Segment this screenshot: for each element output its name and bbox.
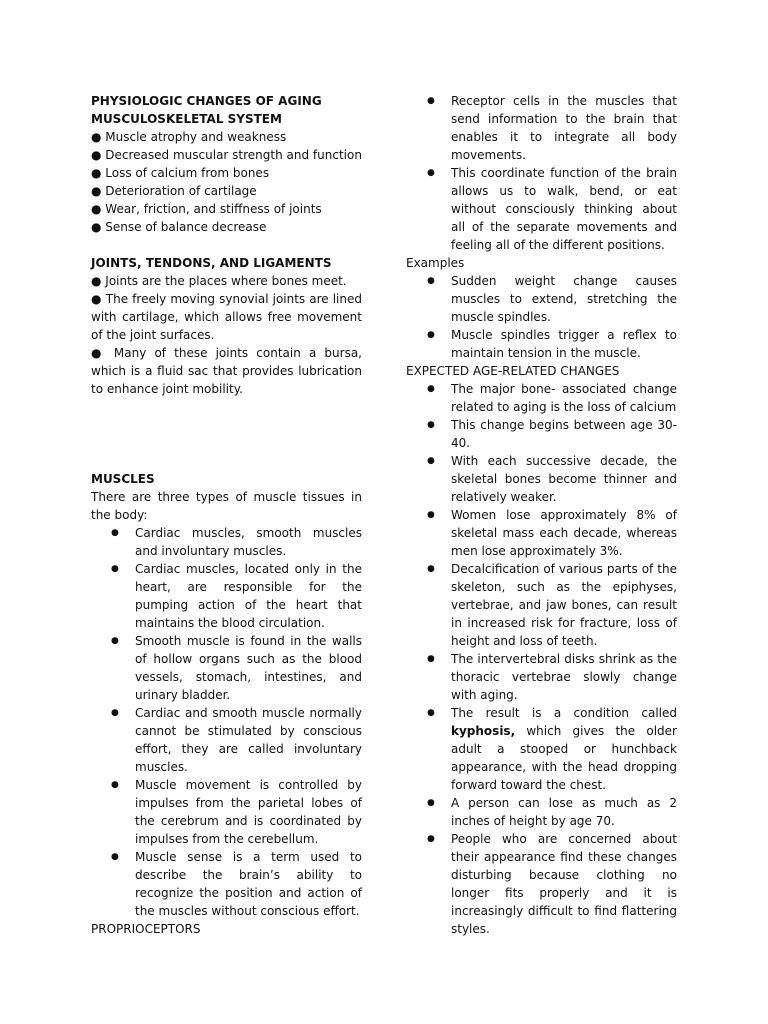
section-title-musculoskeletal: MUSCULOSKELETAL SYSTEM (91, 112, 282, 126)
aging-changes-list (91, 128, 362, 236)
list-item: ● With each successive decade, the skeletal bones become thinner and relatively weaker. (406, 452, 677, 506)
list-item: ● Smooth muscle is found in the walls of hollow organs such as the blood vessels, stomach, intestines, and urinary bladder. (91, 632, 362, 704)
list-item: ● Sense of balance decrease (91, 220, 267, 234)
list-item: ● Muscle sense is a term used to describe the brain’s ability to recognize the position and action of the muscles without conscious effort. (91, 848, 362, 920)
examples-list (406, 272, 677, 362)
muscles-intro: There are three types of muscle tissues in the body: (91, 490, 362, 522)
list-item: ● Women lose approximately 8% of skeletal mass each decade, whereas men lose approximately 3%. (406, 506, 677, 560)
list-item: ● A person can lose as much as 2 inches of height by age 70. (406, 794, 677, 830)
list-item: ● Deterioration of cartilage (91, 184, 257, 198)
list-item: ● Muscle atrophy and weakness (91, 130, 287, 144)
list-item: ● Cardiac muscles, located only in the heart, are responsible for the pumping action of the heart that maintains the blood circulation. (91, 560, 362, 632)
muscles-list (91, 524, 362, 920)
kyphosis-term: kyphosis, (451, 724, 516, 738)
left-column (91, 92, 362, 938)
list-item: ● Joints are the places where bones meet. (91, 274, 347, 288)
age-related-changes-label: EXPECTED AGE-RELATED CHANGES (406, 364, 620, 378)
list-item: ● People who are concerned about their appearance find these changes disturbing because clothing no longer fits properly and it is increasingly difficult to find flattering styles. (406, 830, 677, 938)
list-item: ● The major bone- associated change related to aging is the loss of calcium (406, 380, 677, 416)
list-item-kyphosis (406, 704, 677, 794)
right-column (406, 92, 677, 938)
section-title-proprioceptors: PROPRIOCEPTORS (91, 922, 201, 936)
section-title-physiologic-changes: PHYSIOLOGIC CHANGES OF AGING (91, 94, 322, 108)
list-item: ● Wear, friction, and stiffness of joints (91, 202, 322, 216)
list-item: ● This coordinate function of the brain allows us to walk, bend, or eat without consciously thinking about all of the separate movements and feeling all of the different positions. (406, 164, 677, 254)
section-title-muscles: MUSCLES (91, 472, 155, 486)
kyphosis-text-pre: The result is a condition called (451, 706, 677, 720)
list-item: ● Loss of calcium from bones (91, 166, 270, 180)
section-title-joints: JOINTS, TENDONS, AND LIGAMENTS (91, 256, 332, 270)
kyphosis-text-post: which gives the older adult a stooped or hunchback appearance, with the head dropping forward toward the chest. (451, 724, 677, 792)
list-item: ● This change begins between age 30-40. (406, 416, 677, 452)
list-item: ● Cardiac muscles, smooth muscles and involuntary muscles. (91, 524, 362, 560)
joints-list (91, 272, 362, 398)
list-item: ● The freely moving synovial joints are lined with cartilage, which allows free movement of the joint surfaces. (91, 292, 362, 342)
list-item: ● Decalcification of various parts of the skeleton, such as the epiphyses, vertebrae, and jaw bones, can result in increased risk for fracture, loss of height and loss of teeth. (406, 560, 677, 650)
proprioceptors-list (406, 92, 677, 254)
list-item: ● Many of these joints contain a bursa, which is a fluid sac that provides lubrication to enhance joint mobility. (91, 346, 362, 396)
list-item: ● The intervertebral disks shrink as the thoracic vertebrae slowly change with aging. (406, 650, 677, 704)
age-related-changes-list (406, 380, 677, 938)
list-item: ● Sudden weight change causes muscles to extend, stretching the muscle spindles. (406, 272, 677, 326)
list-item: ● Receptor cells in the muscles that send information to the brain that enables it to integrate all body movements. (406, 92, 677, 164)
examples-label: Examples (406, 256, 465, 270)
list-item: ● Cardiac and smooth muscle normally cannot be stimulated by conscious effort, they are called involuntary muscles. (91, 704, 362, 776)
list-item: ● Decreased muscular strength and function (91, 148, 362, 162)
list-item: ● Muscle spindles trigger a reflex to maintain tension in the muscle. (406, 326, 677, 362)
list-item: ● Muscle movement is controlled by impulses from the parietal lobes of the cerebrum and is coordinated by impulses from the cerebellum. (91, 776, 362, 848)
